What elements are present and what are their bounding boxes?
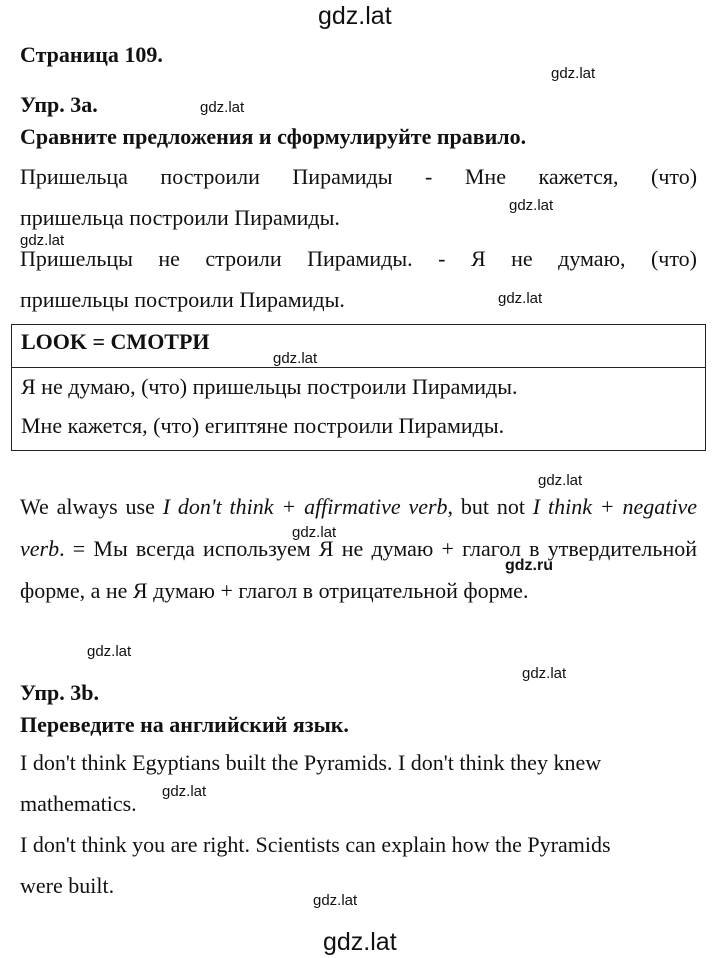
page-title: Страница 109. <box>20 42 163 67</box>
watermark: gdz.lat <box>509 197 554 214</box>
watermark: gdz.lat <box>273 350 318 367</box>
translation-sentence-2-line-1: I don't think you are right. Scientists can explain how the Pyramids <box>20 832 611 857</box>
rule-explanation-italic: I don't think + affirmative verb <box>162 494 448 519</box>
rule-table-header <box>12 325 705 368</box>
example-sentence-2-line-1: Пришельцы не строили Пирамиды. - Я не думаю, (что) <box>20 246 698 271</box>
watermark: gdz.lat <box>551 65 596 82</box>
translation-sentence-1-line-1: I don't think Egyptians built the Pyramids. I don't think they knew <box>20 750 602 775</box>
watermark: gdz.lat <box>313 892 358 909</box>
rule-table-header-text: LOOK = СМОТРИ <box>21 329 210 354</box>
exercise-3b-heading: Упр. 3b. <box>20 680 99 705</box>
exercise-3a-task: Сравните предложения и сформулируйте правило. <box>20 124 527 149</box>
rule-table-row: Мне кажется, (что) египтяне построили Пирамиды. <box>21 413 505 438</box>
watermark-gdzru: gdz.ru <box>505 557 553 574</box>
watermark: gdz.lat <box>162 783 207 800</box>
watermark: gdz.lat <box>87 643 132 660</box>
translation-sentence-1-line-2: mathematics. <box>20 791 137 816</box>
example-sentence-1-line-2: пришельца построили Пирамиды. <box>20 205 340 230</box>
watermark: gdz.lat <box>200 99 245 116</box>
watermark-top: gdz.lat <box>318 2 392 30</box>
watermark: gdz.lat <box>522 665 567 682</box>
example-sentence-1-line-1: Пришельца построили Пирамиды - Мне кажется, (что) <box>20 164 698 189</box>
watermark: gdz.lat <box>20 232 65 249</box>
watermark: gdz.lat <box>292 524 337 541</box>
rule-explanation: We always use I don't think + affirmative verb, but not I think + negative verb. = Мы всегда используем Я не думаю + глагол в утвердительной форме, а не Я думаю + глагол в отрицательной форме. <box>20 494 698 603</box>
translation-sentence-2-line-2: were built. <box>20 873 115 898</box>
watermark: gdz.lat <box>498 290 543 307</box>
watermark: gdz.lat <box>538 472 583 489</box>
exercise-3b-task: Переведите на английский язык. <box>20 712 349 737</box>
exercise-3a-heading: Упр. 3a. <box>20 92 98 117</box>
watermark-bottom: gdz.lat <box>323 928 397 956</box>
rule-table <box>11 324 706 451</box>
rule-explanation-italic: I think + negative verb <box>20 494 698 561</box>
rule-table-row: Я не думаю, (что) пришельцы построили Пирамиды. <box>21 374 518 399</box>
example-sentence-2-line-2: пришельцы построили Пирамиды. <box>20 287 345 312</box>
